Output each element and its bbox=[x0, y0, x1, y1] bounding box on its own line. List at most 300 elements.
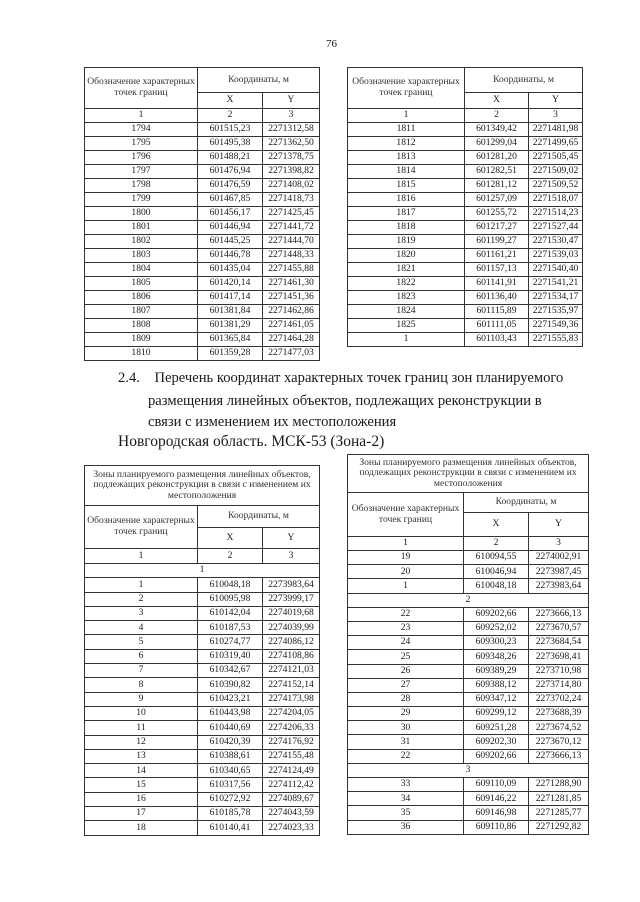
x-value: 610274,77 bbox=[198, 635, 263, 649]
zone-row bbox=[348, 593, 589, 607]
x-value: 609202,66 bbox=[464, 607, 529, 621]
column-number-row bbox=[348, 109, 583, 123]
x-value: 610420,39 bbox=[198, 735, 263, 749]
page-number: 76 bbox=[326, 38, 337, 50]
table-title: Зоны планируемого размещения линейных объектов, подлежащих реконструкции в связи с изменением их местоположения bbox=[85, 466, 320, 506]
point-id: 1 bbox=[348, 333, 465, 347]
coordinates-header: Координаты, м bbox=[465, 68, 583, 93]
column-number-row bbox=[85, 549, 320, 564]
table-row bbox=[348, 151, 583, 165]
point-id: 28 bbox=[348, 692, 464, 706]
section-heading bbox=[118, 368, 563, 388]
point-id: 1808 bbox=[85, 319, 198, 333]
y-value: 2274173,98 bbox=[263, 692, 320, 706]
y-value: 2274152,14 bbox=[263, 678, 320, 692]
x-value: 601282,51 bbox=[465, 165, 529, 179]
point-id: 27 bbox=[348, 678, 464, 692]
x-header: X bbox=[465, 93, 529, 109]
table-row bbox=[85, 664, 320, 678]
table-row bbox=[85, 621, 320, 635]
x-value: 601257,09 bbox=[465, 193, 529, 207]
x-header: X bbox=[464, 513, 529, 537]
point-id: 1822 bbox=[348, 277, 465, 291]
table-row bbox=[85, 706, 320, 720]
y-value: 2274124,49 bbox=[263, 764, 320, 778]
zone-number: 1 bbox=[85, 564, 320, 578]
table-row bbox=[85, 606, 320, 620]
table-row bbox=[348, 621, 589, 635]
point-id: 1798 bbox=[85, 179, 198, 193]
table-row bbox=[348, 749, 589, 763]
point-id: 1796 bbox=[85, 151, 198, 165]
zone-number: 2 bbox=[348, 593, 589, 607]
column-number: 2 bbox=[465, 109, 529, 123]
table-title-row bbox=[348, 455, 589, 493]
x-value: 601349,42 bbox=[465, 123, 529, 137]
zone-row bbox=[348, 763, 589, 777]
table-row bbox=[348, 291, 583, 305]
point-id: 1825 bbox=[348, 319, 465, 333]
y-value: 2274112,42 bbox=[263, 778, 320, 792]
column-number: 1 bbox=[348, 537, 464, 551]
table-row bbox=[85, 249, 320, 263]
y-value: 2271285,77 bbox=[529, 806, 589, 820]
x-value: 601495,38 bbox=[198, 137, 263, 151]
table-row bbox=[348, 263, 583, 277]
table-row bbox=[85, 263, 320, 277]
section-title-line2: размещения линейных объектов, подлежащих реконструкции в bbox=[148, 393, 542, 409]
table-row bbox=[85, 333, 320, 347]
column-number: 3 bbox=[263, 109, 320, 123]
y-value: 2271530,47 bbox=[529, 235, 583, 249]
table-row bbox=[85, 137, 320, 151]
y-value: 2273983,64 bbox=[529, 579, 589, 593]
table-row bbox=[85, 291, 320, 305]
header-row bbox=[85, 68, 320, 93]
x-value: 601299,04 bbox=[465, 137, 529, 151]
x-value: 609252,02 bbox=[464, 621, 529, 635]
point-id: 1799 bbox=[85, 193, 198, 207]
designation-header: Обозначение характерных точек границ bbox=[348, 68, 465, 109]
x-value: 609110,86 bbox=[464, 820, 529, 834]
coordinates-table-top-left bbox=[84, 67, 320, 361]
point-id: 1816 bbox=[348, 193, 465, 207]
table-row bbox=[85, 635, 320, 649]
table-row bbox=[85, 578, 320, 592]
x-value: 601445,25 bbox=[198, 235, 263, 249]
point-id: 1809 bbox=[85, 333, 198, 347]
point-id: 1823 bbox=[348, 291, 465, 305]
table-row bbox=[348, 207, 583, 221]
point-id: 33 bbox=[348, 778, 464, 792]
table-row bbox=[348, 221, 583, 235]
y-value: 2273688,39 bbox=[529, 707, 589, 721]
point-id: 1 bbox=[85, 578, 198, 592]
point-id: 3 bbox=[85, 606, 198, 620]
x-value: 601115,89 bbox=[465, 305, 529, 319]
point-id: 1 bbox=[348, 579, 464, 593]
table-row bbox=[348, 735, 589, 749]
y-value: 2271477,03 bbox=[263, 347, 320, 361]
y-value: 2273666,13 bbox=[529, 607, 589, 621]
coordinates-table-top-right bbox=[347, 67, 583, 347]
x-value: 601476,59 bbox=[198, 179, 263, 193]
y-header: Y bbox=[529, 513, 589, 537]
point-id: 18 bbox=[85, 821, 198, 835]
y-value: 2273670,12 bbox=[529, 735, 589, 749]
x-value: 610095,98 bbox=[198, 592, 263, 606]
x-value: 609110,09 bbox=[464, 778, 529, 792]
x-value: 610319,40 bbox=[198, 649, 263, 663]
y-value: 2271518,07 bbox=[529, 193, 583, 207]
point-id: 12 bbox=[85, 735, 198, 749]
table-row bbox=[85, 165, 320, 179]
y-value: 2274089,67 bbox=[263, 792, 320, 806]
point-id: 1801 bbox=[85, 221, 198, 235]
y-value: 2271281,85 bbox=[529, 792, 589, 806]
x-value: 601141,91 bbox=[465, 277, 529, 291]
table-row bbox=[85, 692, 320, 706]
table-row bbox=[348, 193, 583, 207]
x-value: 610048,18 bbox=[198, 578, 263, 592]
table-row bbox=[85, 792, 320, 806]
y-value: 2274043,59 bbox=[263, 807, 320, 821]
x-value: 610423,21 bbox=[198, 692, 263, 706]
table-row bbox=[85, 193, 320, 207]
zone-row bbox=[85, 564, 320, 578]
y-value: 2271539,03 bbox=[529, 249, 583, 263]
x-value: 601365,84 bbox=[198, 333, 263, 347]
point-id: 1806 bbox=[85, 291, 198, 305]
x-value: 610390,82 bbox=[198, 678, 263, 692]
y-value: 2271464,28 bbox=[263, 333, 320, 347]
x-value: 610440,69 bbox=[198, 721, 263, 735]
x-value: 610094,55 bbox=[464, 551, 529, 565]
x-value: 609202,30 bbox=[464, 735, 529, 749]
header-row bbox=[348, 68, 583, 93]
x-value: 609348,26 bbox=[464, 650, 529, 664]
table-row bbox=[348, 137, 583, 151]
designation-header: Обозначение характерных точек границ bbox=[348, 493, 464, 537]
y-value: 2271505,45 bbox=[529, 151, 583, 165]
y-value: 2273666,13 bbox=[529, 749, 589, 763]
point-id: 1815 bbox=[348, 179, 465, 193]
table-row bbox=[348, 319, 583, 333]
point-id: 1812 bbox=[348, 137, 465, 151]
x-value: 601161,21 bbox=[465, 249, 529, 263]
point-id: 11 bbox=[85, 721, 198, 735]
table-row bbox=[348, 820, 589, 834]
point-id: 24 bbox=[348, 636, 464, 650]
point-id: 1819 bbox=[348, 235, 465, 249]
column-number: 1 bbox=[85, 549, 198, 564]
x-value: 601420,14 bbox=[198, 277, 263, 291]
point-id: 10 bbox=[85, 706, 198, 720]
x-value: 610342,67 bbox=[198, 664, 263, 678]
zone-number: 3 bbox=[348, 763, 589, 777]
x-value: 601281,12 bbox=[465, 179, 529, 193]
x-value: 610272,92 bbox=[198, 792, 263, 806]
table-row bbox=[85, 678, 320, 692]
table-row bbox=[348, 551, 589, 565]
y-value: 2274155,48 bbox=[263, 749, 320, 763]
table-row bbox=[85, 821, 320, 835]
point-id: 15 bbox=[85, 778, 198, 792]
table-row bbox=[85, 721, 320, 735]
header-row bbox=[348, 493, 589, 513]
point-id: 1807 bbox=[85, 305, 198, 319]
y-value: 2271418,73 bbox=[263, 193, 320, 207]
y-value: 2274121,03 bbox=[263, 664, 320, 678]
x-value: 610140,41 bbox=[198, 821, 263, 835]
point-id: 17 bbox=[85, 807, 198, 821]
table-row bbox=[85, 123, 320, 137]
y-value: 2271461,30 bbox=[263, 277, 320, 291]
point-id: 1817 bbox=[348, 207, 465, 221]
y-value: 2271481,98 bbox=[529, 123, 583, 137]
point-id: 1795 bbox=[85, 137, 198, 151]
table-row bbox=[85, 319, 320, 333]
point-id: 5 bbox=[85, 635, 198, 649]
table-row bbox=[348, 792, 589, 806]
coordinates-header: Координаты, м bbox=[198, 68, 320, 93]
x-value: 601281,20 bbox=[465, 151, 529, 165]
table-row bbox=[348, 565, 589, 579]
point-id: 1811 bbox=[348, 123, 465, 137]
y-value: 2273684,54 bbox=[529, 636, 589, 650]
x-value: 601157,13 bbox=[465, 263, 529, 277]
y-value: 2273999,17 bbox=[263, 592, 320, 606]
table-row bbox=[85, 277, 320, 291]
point-id: 14 bbox=[85, 764, 198, 778]
point-id: 1818 bbox=[348, 221, 465, 235]
x-value: 610046,94 bbox=[464, 565, 529, 579]
point-id: 1800 bbox=[85, 207, 198, 221]
y-header: Y bbox=[263, 93, 320, 109]
x-value: 610142,04 bbox=[198, 606, 263, 620]
x-value: 609146,22 bbox=[464, 792, 529, 806]
table-row bbox=[85, 649, 320, 663]
point-id: 1813 bbox=[348, 151, 465, 165]
x-header: X bbox=[198, 528, 263, 549]
x-value: 610317,56 bbox=[198, 778, 263, 792]
x-value: 601476,94 bbox=[198, 165, 263, 179]
x-value: 601467,85 bbox=[198, 193, 263, 207]
x-value: 601217,27 bbox=[465, 221, 529, 235]
point-id: 4 bbox=[85, 621, 198, 635]
y-value: 2271441,72 bbox=[263, 221, 320, 235]
x-value: 610048,18 bbox=[464, 579, 529, 593]
x-value: 601381,84 bbox=[198, 305, 263, 319]
point-id: 2 bbox=[85, 592, 198, 606]
table-row bbox=[85, 235, 320, 249]
table-row bbox=[348, 333, 583, 347]
coordinates-header: Координаты, м bbox=[464, 493, 589, 513]
x-header: X bbox=[198, 93, 263, 109]
point-id: 25 bbox=[348, 650, 464, 664]
y-value: 2271378,75 bbox=[263, 151, 320, 165]
point-id: 26 bbox=[348, 664, 464, 678]
y-value: 2274204,05 bbox=[263, 706, 320, 720]
table-row bbox=[85, 179, 320, 193]
point-id: 1820 bbox=[348, 249, 465, 263]
y-value: 2271540,40 bbox=[529, 263, 583, 277]
y-value: 2274108,86 bbox=[263, 649, 320, 663]
x-value: 601488,21 bbox=[198, 151, 263, 165]
x-value: 610185,78 bbox=[198, 807, 263, 821]
table-row bbox=[85, 347, 320, 361]
y-value: 2271444,70 bbox=[263, 235, 320, 249]
y-value: 2271448,33 bbox=[263, 249, 320, 263]
point-id: 1821 bbox=[348, 263, 465, 277]
section-title-line3: связи с изменением их местоположения bbox=[148, 414, 397, 430]
x-value: 601446,78 bbox=[198, 249, 263, 263]
y-value: 2271451,36 bbox=[263, 291, 320, 305]
column-number: 2 bbox=[198, 109, 263, 123]
table-row bbox=[85, 207, 320, 221]
zone-coordinates-table-left bbox=[84, 465, 320, 836]
point-id: 1794 bbox=[85, 123, 198, 137]
y-value: 2274086,12 bbox=[263, 635, 320, 649]
x-value: 610443,98 bbox=[198, 706, 263, 720]
point-id: 22 bbox=[348, 607, 464, 621]
table-row bbox=[348, 165, 583, 179]
y-value: 2271425,45 bbox=[263, 207, 320, 221]
point-id: 1804 bbox=[85, 263, 198, 277]
table-row bbox=[348, 707, 589, 721]
column-number: 2 bbox=[464, 537, 529, 551]
table-row bbox=[348, 806, 589, 820]
y-value: 2271288,90 bbox=[529, 778, 589, 792]
y-value: 2271541,21 bbox=[529, 277, 583, 291]
y-value: 2271509,52 bbox=[529, 179, 583, 193]
point-id: 1797 bbox=[85, 165, 198, 179]
point-id: 9 bbox=[85, 692, 198, 706]
point-id: 23 bbox=[348, 621, 464, 635]
table-row bbox=[85, 749, 320, 763]
y-value: 2273710,98 bbox=[529, 664, 589, 678]
y-value: 2274206,33 bbox=[263, 721, 320, 735]
y-value: 2271499,65 bbox=[529, 137, 583, 151]
y-value: 2274176,92 bbox=[263, 735, 320, 749]
y-value: 2271462,86 bbox=[263, 305, 320, 319]
x-value: 609146,98 bbox=[464, 806, 529, 820]
x-value: 610187,53 bbox=[198, 621, 263, 635]
point-id: 1810 bbox=[85, 347, 198, 361]
table-row bbox=[85, 807, 320, 821]
table-row bbox=[348, 607, 589, 621]
x-value: 609202,66 bbox=[464, 749, 529, 763]
y-value: 2273714,80 bbox=[529, 678, 589, 692]
table-row bbox=[85, 305, 320, 319]
column-number: 1 bbox=[85, 109, 198, 123]
y-value: 2273702,24 bbox=[529, 692, 589, 706]
table-title-row bbox=[85, 466, 320, 506]
y-value: 2273987,45 bbox=[529, 565, 589, 579]
table-row bbox=[348, 721, 589, 735]
point-id: 8 bbox=[85, 678, 198, 692]
y-value: 2273983,64 bbox=[263, 578, 320, 592]
y-header: Y bbox=[529, 93, 583, 109]
table-row bbox=[348, 305, 583, 319]
table-row bbox=[348, 692, 589, 706]
table-row bbox=[348, 579, 589, 593]
point-id: 16 bbox=[85, 792, 198, 806]
x-value: 601446,94 bbox=[198, 221, 263, 235]
table-row bbox=[348, 179, 583, 193]
table-row bbox=[348, 277, 583, 291]
y-header: Y bbox=[263, 528, 320, 549]
x-value: 609299,12 bbox=[464, 707, 529, 721]
table-row bbox=[85, 221, 320, 235]
table-title: Зоны планируемого размещения линейных объектов, подлежащих реконструкции в связи с изменением их местоположения bbox=[348, 455, 589, 493]
y-value: 2271292,82 bbox=[529, 820, 589, 834]
x-value: 601381,29 bbox=[198, 319, 263, 333]
x-value: 601111,05 bbox=[465, 319, 529, 333]
point-id: 19 bbox=[348, 551, 464, 565]
x-value: 601255,72 bbox=[465, 207, 529, 221]
x-value: 601515,23 bbox=[198, 123, 263, 137]
point-id: 1805 bbox=[85, 277, 198, 291]
x-value: 601136,40 bbox=[465, 291, 529, 305]
y-value: 2271549,36 bbox=[529, 319, 583, 333]
zone-coordinates-table-right bbox=[347, 454, 589, 835]
table-row bbox=[348, 636, 589, 650]
x-value: 601456,17 bbox=[198, 207, 263, 221]
x-value: 601417,14 bbox=[198, 291, 263, 305]
y-value: 2271408,02 bbox=[263, 179, 320, 193]
column-number: 3 bbox=[263, 549, 320, 564]
y-value: 2271461,05 bbox=[263, 319, 320, 333]
point-id: 7 bbox=[85, 664, 198, 678]
point-id: 22 bbox=[348, 749, 464, 763]
column-number-row bbox=[348, 537, 589, 551]
y-value: 2271509,02 bbox=[529, 165, 583, 179]
x-value: 609389,29 bbox=[464, 664, 529, 678]
y-value: 2274023,33 bbox=[263, 821, 320, 835]
table-row bbox=[348, 123, 583, 137]
y-value: 2271362,50 bbox=[263, 137, 320, 151]
column-number: 2 bbox=[198, 549, 263, 564]
y-value: 2274039,99 bbox=[263, 621, 320, 635]
y-value: 2273674,52 bbox=[529, 721, 589, 735]
point-id: 1814 bbox=[348, 165, 465, 179]
designation-header: Обозначение характерных точек границ bbox=[85, 68, 198, 109]
column-number: 3 bbox=[529, 537, 589, 551]
table-row bbox=[85, 735, 320, 749]
x-value: 609388,12 bbox=[464, 678, 529, 692]
section-subtitle: Новгородская область. МСК-53 (Зона-2) bbox=[118, 433, 385, 450]
column-number: 3 bbox=[529, 109, 583, 123]
header-row bbox=[85, 506, 320, 528]
section-number: 2.4. bbox=[118, 370, 140, 386]
table-row bbox=[348, 249, 583, 263]
table-row bbox=[348, 650, 589, 664]
point-id: 20 bbox=[348, 565, 464, 579]
x-value: 601359,28 bbox=[198, 347, 263, 361]
table-row bbox=[348, 664, 589, 678]
point-id: 30 bbox=[348, 721, 464, 735]
y-value: 2271527,44 bbox=[529, 221, 583, 235]
point-id: 1803 bbox=[85, 249, 198, 263]
point-id: 1802 bbox=[85, 235, 198, 249]
point-id: 6 bbox=[85, 649, 198, 663]
designation-header: Обозначение характерных точек границ bbox=[85, 506, 198, 549]
y-value: 2273698,41 bbox=[529, 650, 589, 664]
x-value: 610388,61 bbox=[198, 749, 263, 763]
column-number-row bbox=[85, 109, 320, 123]
point-id: 36 bbox=[348, 820, 464, 834]
